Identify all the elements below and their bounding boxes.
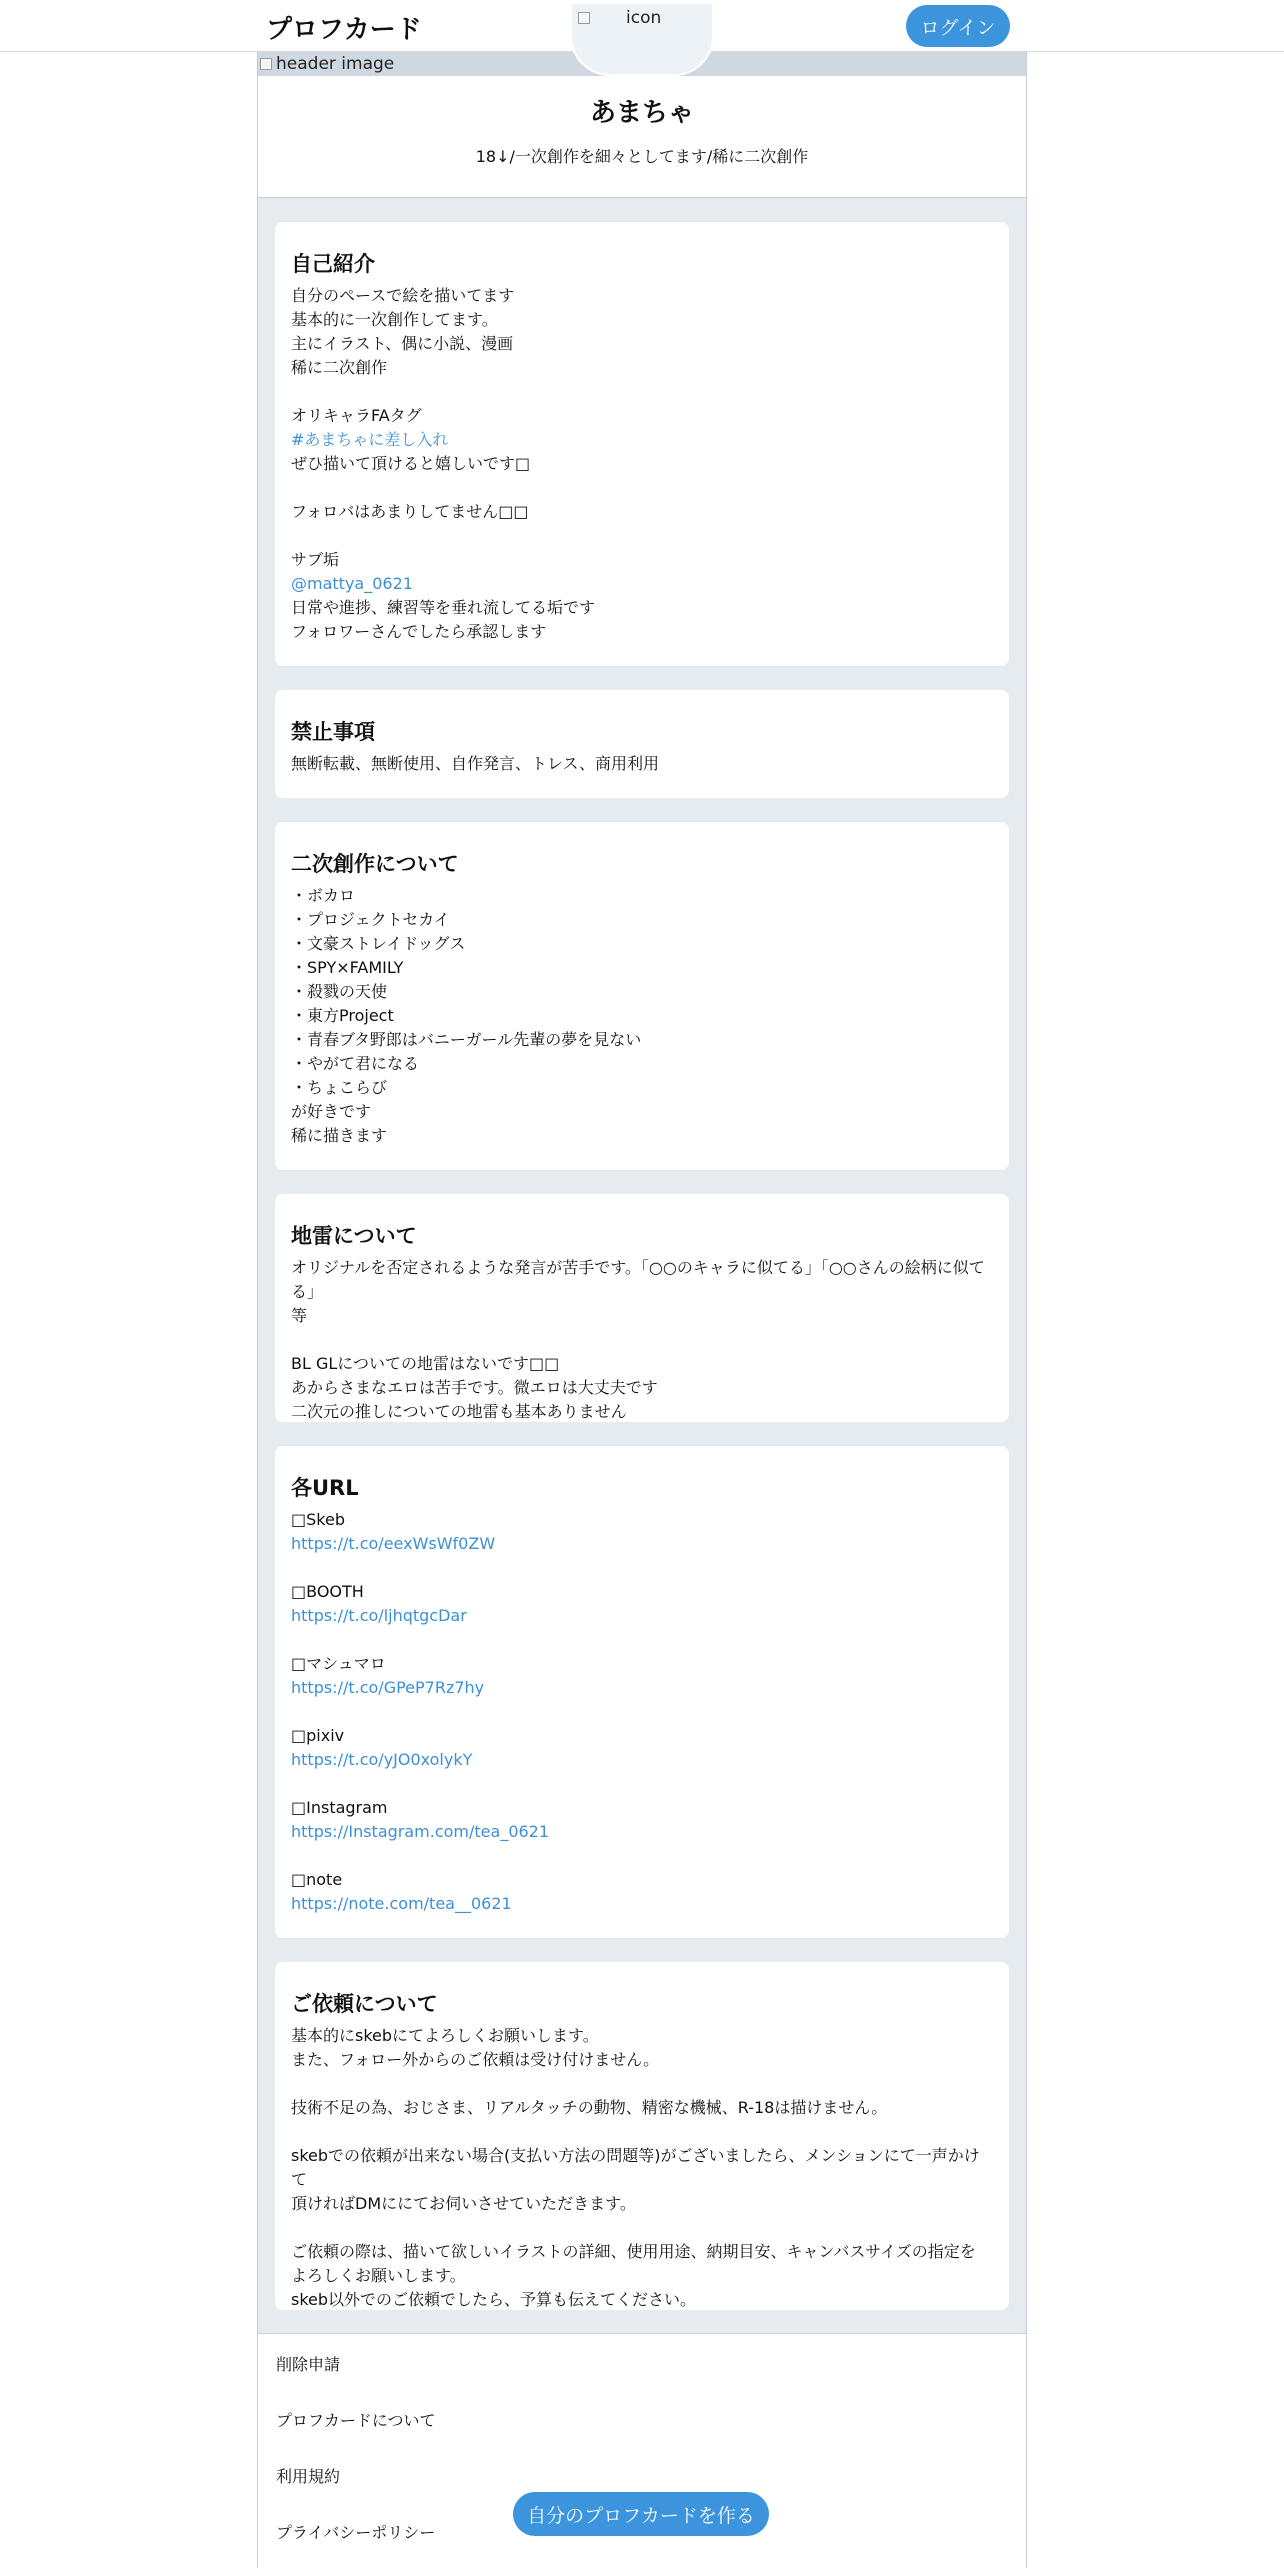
broken-image-icon	[578, 12, 590, 24]
profile-column	[257, 52, 1027, 2568]
login-button[interactable]: ログイン	[906, 5, 1010, 47]
section-line: 基本的にskebにてよろしくお願いします。	[291, 2026, 599, 2045]
sections-area	[258, 198, 1026, 2334]
section-line: サブ垢	[291, 550, 340, 569]
section-card-dislikes	[275, 1194, 1009, 1422]
section-link[interactable]: @mattya_0621	[291, 574, 413, 593]
section-line	[291, 1844, 993, 1868]
section-line: 主にイラスト、偶に小説、漫画	[291, 334, 514, 353]
section-card-prohibited	[275, 690, 1009, 798]
section-line	[291, 1772, 993, 1796]
section-card-urls	[275, 1446, 1009, 1938]
footer-link-about[interactable]: プロフカードについて	[276, 2411, 436, 2430]
section-link[interactable]: https://Instagram.com/tea_0621	[291, 1822, 550, 1841]
section-line: よろしくお願いします。	[291, 2266, 466, 2285]
section-card-commissions	[275, 1962, 1009, 2310]
section-line: ・青春ブタ野郎はバニーガール先輩の夢を見ない	[291, 1030, 642, 1049]
profile-icon	[570, 4, 714, 76]
section-body	[291, 2024, 993, 2312]
section-line: オリキャラFAタグ	[291, 406, 422, 425]
section-line: 自分のペースで絵を描いてます	[291, 286, 515, 305]
section-card-self-intro	[275, 222, 1009, 666]
section-line: が好きです	[291, 1102, 372, 1121]
section-line: 頂ければDMににてお伺いさせていただきます。	[291, 2194, 636, 2213]
section-line: ・ちょこらび	[291, 1078, 388, 1097]
section-line: また、フォロー外からのご依頼は受け付けません。	[291, 2050, 660, 2069]
section-line: 稀に二次創作	[291, 358, 388, 377]
section-line: ・SPY×FAMILY	[291, 958, 404, 977]
section-line	[291, 1628, 993, 1652]
section-line: ・殺戮の天使	[291, 982, 388, 1001]
section-title: 自己紹介	[291, 252, 375, 276]
section-body	[291, 284, 993, 644]
section-line: skebでの依頼が出来ない場合(支払い方法の問題等)がございましたら、メンションにて一声かけて	[291, 2146, 980, 2189]
section-body	[291, 752, 993, 776]
section-line: ぜひ描いて頂けると嬉しいです□	[291, 454, 531, 473]
section-line: 日常や進捗、練習等を垂れ流してる垢です	[291, 598, 596, 617]
section-line: ・ボカロ	[291, 886, 356, 905]
section-line	[291, 1556, 993, 1580]
section-line	[291, 1700, 993, 1724]
make-profile-card-button[interactable]: 自分のプロフカードを作る	[513, 2492, 769, 2536]
section-line	[291, 1328, 993, 1352]
broken-image-icon	[260, 58, 272, 70]
section-card-fanworks	[275, 822, 1009, 1170]
section-line: ・プロジェクトセカイ	[291, 910, 450, 929]
section-title: 禁止事項	[291, 720, 375, 744]
section-line	[291, 476, 993, 500]
section-line	[291, 380, 993, 404]
section-line: 稀に描きます	[291, 1126, 388, 1145]
profile-name: あまちゃ	[589, 98, 694, 128]
profile-bio: 18↓/一次創作を細々としてます/稀に二次創作	[475, 147, 809, 166]
section-line: フォロワーさんでしたら承認します	[291, 622, 547, 641]
section-line	[291, 524, 993, 548]
app-title[interactable]: プロフカード	[266, 15, 422, 45]
section-body	[291, 1508, 993, 1916]
section-title: 地雷について	[291, 1224, 417, 1248]
section-line: □note	[291, 1870, 343, 1889]
section-link[interactable]: https://note.com/tea__0621	[291, 1894, 512, 1913]
section-line: skeb以外でのご依頼でしたら、予算も伝えてください。	[291, 2290, 697, 2309]
icon-alt-text: icon	[626, 8, 662, 28]
section-line: ・東方Project	[291, 1006, 394, 1025]
section-link[interactable]: #あまちゃに差し入れ	[291, 430, 449, 449]
section-line: 技術不足の為、おじさま、リアルタッチの動物、精密な機械、R-18は描けません。	[291, 2098, 888, 2117]
section-body	[291, 1256, 993, 1424]
section-line: オリジナルを否定されるような発言が苦手です。「○○のキャラに似てる」「○○さんの絵柄に似てる」	[291, 1258, 985, 1301]
section-line: 無断転載、無断使用、自作発言、トレス、商用利用	[291, 754, 660, 773]
section-line: □pixiv	[291, 1726, 345, 1745]
section-line	[291, 2120, 993, 2144]
section-line: フォロバはあまりしてません□□	[291, 502, 529, 521]
section-line: ご依頼の際は、描いて欲しいイラストの詳細、使用用途、納期目安、キャンバスサイズの指定を	[291, 2242, 976, 2261]
section-link[interactable]: https://t.co/GPeP7Rz7hy	[291, 1678, 485, 1697]
section-line: □Skeb	[291, 1510, 345, 1529]
section-line: BL GLについての地雷はないです□□	[291, 1354, 560, 1373]
section-line: あからさまなエロは苦手です。微エロは大丈夫です	[291, 1378, 658, 1397]
section-title: 二次創作について	[291, 852, 459, 876]
section-line: 等	[291, 1306, 308, 1325]
section-line: ・やがて君になる	[291, 1054, 420, 1073]
section-title: 各URL	[291, 1476, 359, 1500]
section-line: 二次元の推しについての地雷も基本ありません	[291, 1402, 627, 1421]
footer-link-terms[interactable]: 利用規約	[276, 2467, 341, 2486]
footer-link-deletion-request[interactable]: 削除申請	[276, 2355, 341, 2374]
section-body	[291, 884, 993, 1148]
section-link[interactable]: https://t.co/eexWsWf0ZW	[291, 1534, 496, 1553]
section-line	[291, 2072, 993, 2096]
section-title: ご依頼について	[291, 1992, 438, 2016]
section-line: □マシュマロ	[291, 1654, 386, 1673]
header-alt-text: header image	[276, 54, 395, 74]
section-line: □Instagram	[291, 1798, 388, 1817]
section-link[interactable]: https://t.co/ljhqtgcDar	[291, 1606, 467, 1625]
footer-link-privacy[interactable]: プライバシーポリシー	[276, 2523, 436, 2542]
section-line: □BOOTH	[291, 1582, 364, 1601]
section-line	[291, 2216, 993, 2240]
section-line: 基本的に一次創作してます。	[291, 310, 498, 329]
section-link[interactable]: https://t.co/yJO0xolykY	[291, 1750, 473, 1769]
section-line: ・文豪ストレイドッグス	[291, 934, 466, 953]
